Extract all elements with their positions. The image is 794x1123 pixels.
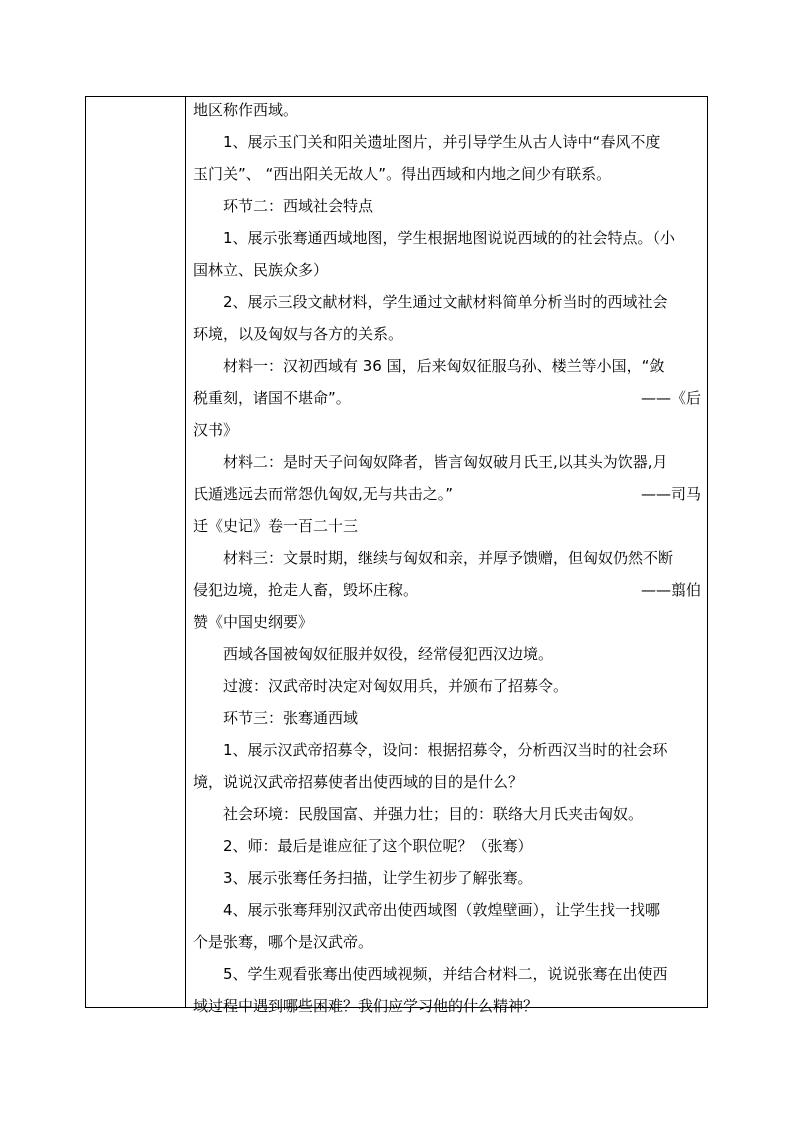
quote-text: 侵犯边境，抢走人畜，毁坏庄稼。 bbox=[193, 581, 419, 599]
section-heading: 环节二：西域社会特点 bbox=[223, 197, 374, 215]
quote-line bbox=[193, 580, 701, 600]
text-line: 1、展示汉武帝招募令，设问：根据招募令，分析西汉当时的社会环 bbox=[223, 741, 668, 759]
quote-line: 材料三：文景时期，继续与匈奴和亲，并厚予馈赠，但匈奴仍然不断 bbox=[223, 549, 674, 567]
text-line: 地区称作西域。 bbox=[193, 101, 299, 119]
quote-text: 税重刻，诸国不堪命”。 bbox=[193, 389, 351, 407]
quote-source: ——翦伯 bbox=[640, 581, 701, 599]
text-line: 域过程中遇到哪些困难？我们应学习他的什么精神？ bbox=[193, 997, 539, 1015]
text-line: 1、展示张骞通西域地图，学生根据地图说说西域的的社会特点。（小 bbox=[223, 229, 676, 247]
quote-line: 汉书》 bbox=[193, 421, 239, 439]
table-left-column bbox=[86, 97, 186, 1007]
text-line: 玉门关”、 “西出阳关无故人”。得出西域和内地之间少有联系。 bbox=[193, 165, 612, 183]
text-line: 西域各国被匈奴征服并奴役，经常侵犯西汉边境。 bbox=[223, 645, 554, 663]
quote-line: 迁《史记》卷一百二十三 bbox=[193, 517, 359, 535]
text-line: 3、展示张骞任务扫描，让学生初步了解张骞。 bbox=[223, 869, 533, 887]
quote-text: 氏遁逃远去而常怨仇匈奴,无与共击之。” bbox=[193, 485, 454, 503]
text-line: 境，说说汉武帝招募使者出使西域的目的是什么？ bbox=[193, 773, 524, 791]
section-heading: 环节三：张骞通西域 bbox=[223, 709, 359, 727]
text-line: 个是张骞，哪个是汉武帝。 bbox=[193, 933, 374, 951]
text-line: 国林立、民族众多） bbox=[193, 261, 329, 279]
quote-source: ——司马 bbox=[640, 485, 701, 503]
text-line: 过渡：汉武帝时决定对匈奴用兵，并颁布了招募令。 bbox=[223, 677, 569, 695]
text-line: 环境，以及匈奴与各方的关系。 bbox=[193, 325, 404, 343]
quote-line: 赞《中国史纲要》 bbox=[193, 613, 314, 631]
text-line: 社会环境：民殷国富、并强力壮；目的：联络大月氏夹击匈奴。 bbox=[223, 805, 644, 823]
text-line: 1、展示玉门关和阳关遗址图片，并引导学生从古人诗中“春风不度 bbox=[223, 133, 661, 151]
text-line: 2、展示三段文献材料，学生通过文献材料简单分析当时的西域社会 bbox=[223, 293, 668, 311]
quote-line bbox=[193, 484, 701, 504]
text-line: 5、学生观看张骞出使西域视频，并结合材料二，说说张骞在出使西 bbox=[223, 965, 668, 983]
lesson-table bbox=[85, 96, 708, 1015]
quote-line bbox=[193, 388, 701, 408]
quote-line: 材料二：是时天子问匈奴降者，皆言匈奴破月氏王,以其头为饮器,月 bbox=[223, 453, 668, 471]
quote-source: ——《后 bbox=[640, 389, 701, 407]
text-line: 4、展示张骞拜别汉武帝出使西域图（敦煌壁画），让学生找一找哪 bbox=[223, 901, 661, 919]
quote-line: 材料一：汉初西域有 36 国，后来匈奴征服乌孙、楼兰等小国，“敛 bbox=[223, 357, 665, 375]
text-line: 2、师：最后是谁应征了这个职位呢？（张骞） bbox=[223, 837, 533, 855]
